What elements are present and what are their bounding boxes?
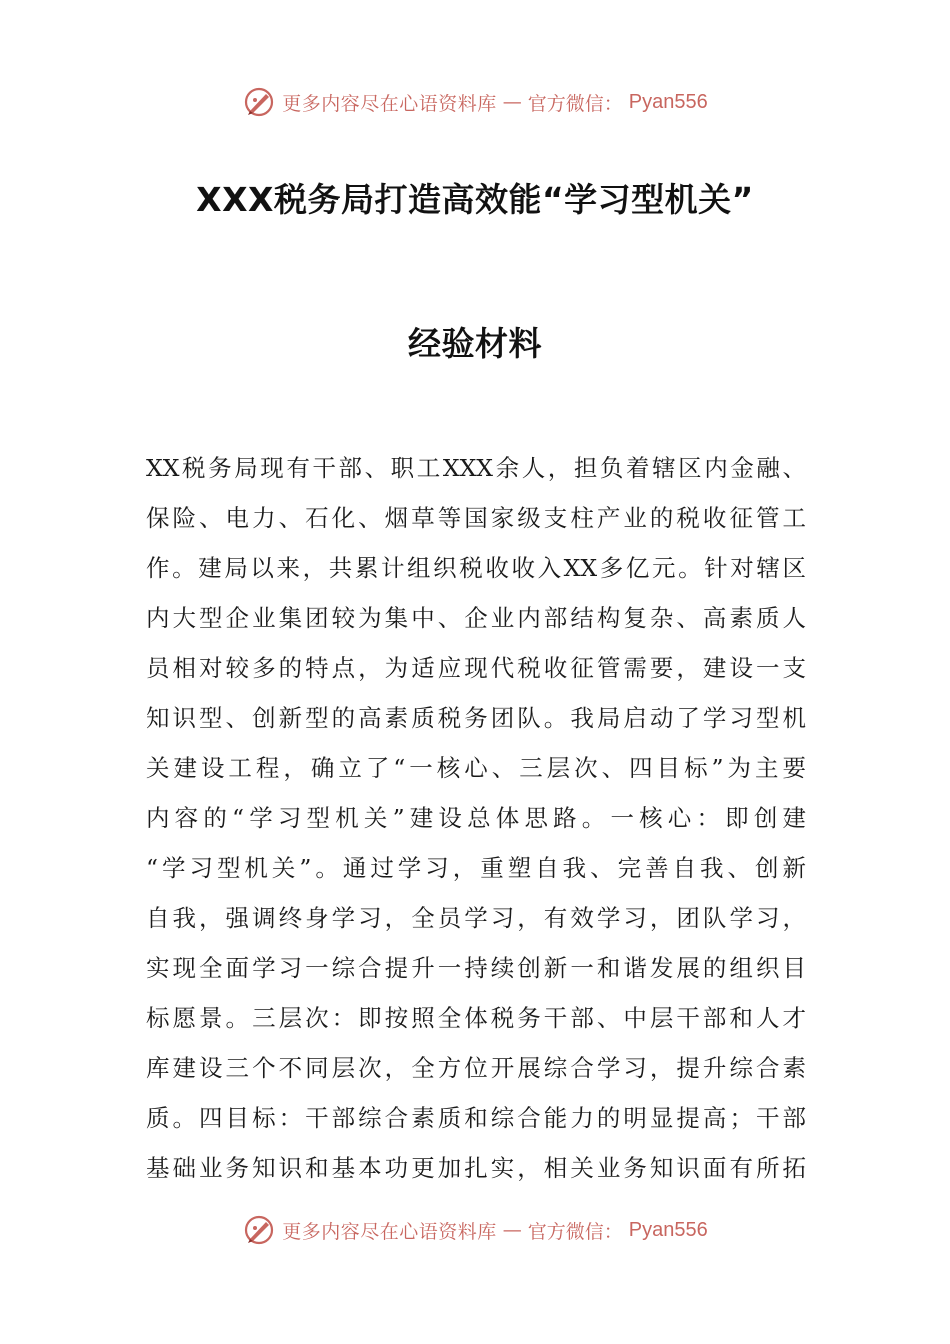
watermark-wechat-handle: Pyan556 [628,1218,708,1241]
body-line: 标愿景。三层次：即按照全体税务干部、中层干部和人才 [146,1004,806,1032]
body-line: 保险、电力、石化、烟草等国家级支柱产业的税收征管工 [146,504,806,532]
pen-logo-icon [242,1213,276,1247]
body-line: 内大型企业集团较为集中、企业内部结构复杂、高素质人 [146,604,806,632]
document-body-paragraph [146,443,806,1193]
pen-logo-icon [242,85,276,119]
body-line: 员相对较多的特点，为适应现代税收征管需要，建设一支 [146,654,806,682]
body-line: “学习型机关”。通过学习，重塑自我、完善自我、创新 [146,854,806,882]
body-line: 自我，强调终身学习，全员学习，有效学习，团队学习， [146,904,806,932]
body-line: 关建设工程，确立了“一核心、三层次、四目标”为主要 [146,754,806,782]
watermark-separator: — [502,1219,522,1241]
body-line: 内容的“学习型机关”建设总体思路。一核心：即创建 [146,804,806,832]
body-line: 质。四目标：干部综合素质和综合能力的明显提高；干部 [146,1104,806,1132]
document-title-line-2: 经验材料 [408,324,542,363]
watermark-wechat-handle: Pyan556 [628,90,708,113]
document-title-line-1: XXX税务局打造高效能“学习型机关” [196,180,754,219]
body-line: 库建设三个不同层次，全方位开展综合学习，提升综合素 [146,1054,806,1082]
body-line: 作。建局以来，共累计组织税收收入XX多亿元。针对辖区 [146,554,806,582]
body-line: XX税务局现有干部、职工XXX余人，担负着辖区内金融、 [146,454,806,482]
body-line: 实现全面学习一综合提升一持续创新一和谐发展的组织目 [146,954,806,982]
watermark-lead-text: 更多内容尽在心语资料库 [282,92,497,115]
watermark-separator: — [502,91,522,113]
body-line: 基础业务知识和基本功更加扎实，相关业务知识面有所拓 [146,1154,806,1182]
footer-watermark [0,1210,950,1250]
watermark-wechat-label: 官方微信： [527,1220,623,1243]
header-watermark [0,82,950,122]
watermark-lead-text: 更多内容尽在心语资料库 [282,1220,497,1243]
body-line: 知识型、创新型的高素质税务团队。我局启动了学习型机 [146,704,806,732]
watermark-wechat-label: 官方微信： [527,92,623,115]
